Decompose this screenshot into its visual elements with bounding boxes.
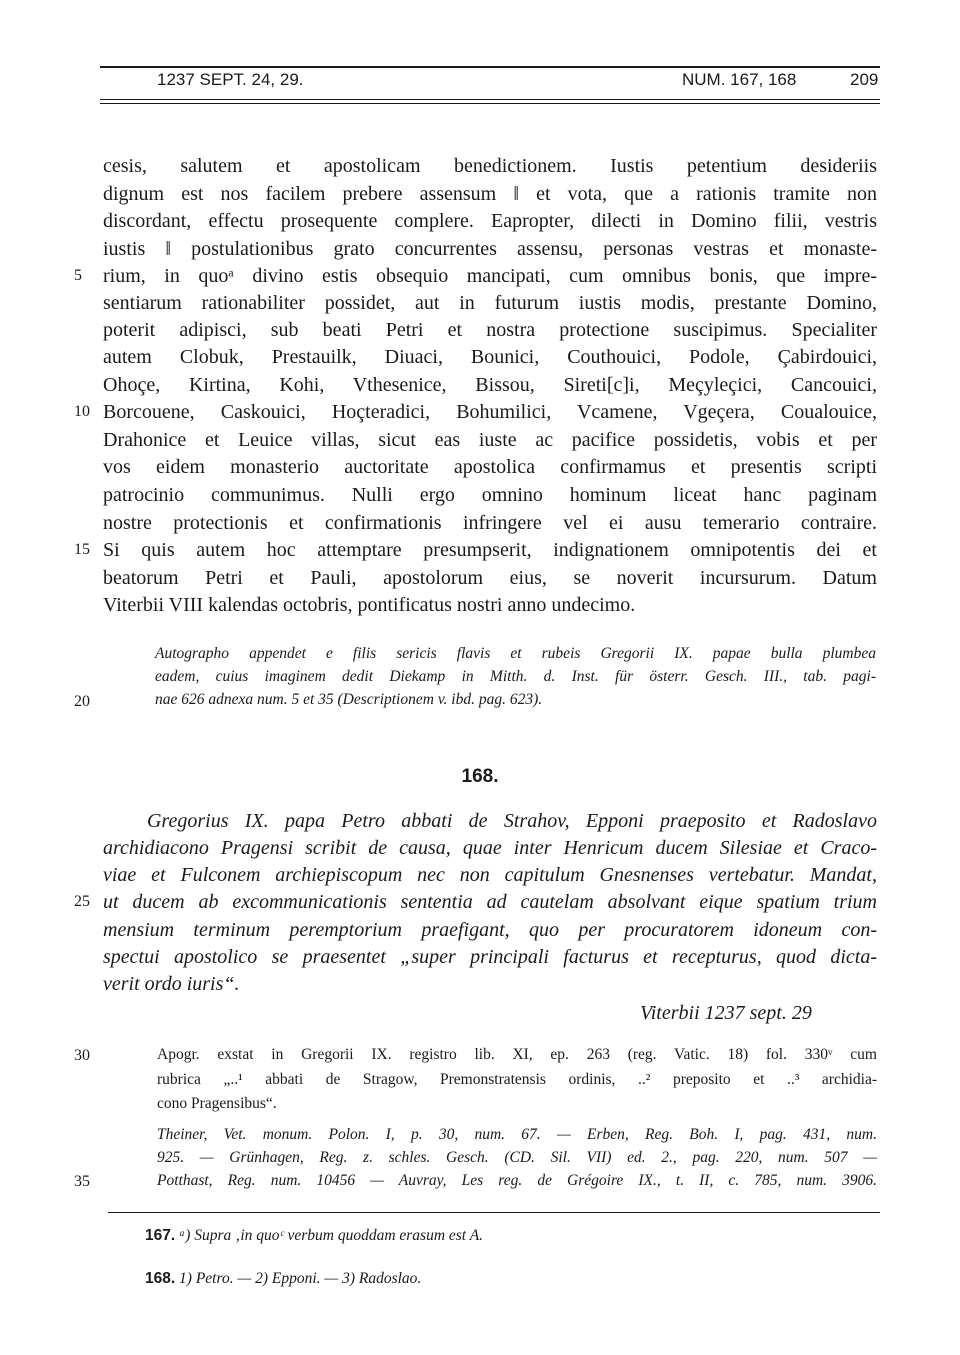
text-line: cesis, salutem et apostolicam benedictionem. Iustis petentium desideriis: [103, 155, 877, 177]
footnote-168-number: 168.: [145, 1270, 176, 1287]
footnote-rule: [108, 1212, 880, 1213]
text-line: vos eidem monasterio auctoritate apostolica confirmamus et presentis scripti: [103, 456, 877, 478]
text-line: Borcouene, Caskouici, Hoçteradici, Bohumilici, Vcamene, Vgeçera, Coualouice,: [103, 401, 877, 423]
literature-line: 925. — Grünhagen, Reg. z. schles. Gesch. (CD. Sil. VII) ed. 2., pag. 220, num. 507 —: [157, 1149, 877, 1166]
line-number: 10: [74, 403, 90, 420]
text-line: Ohoçe, Kirtina, Kohi, Vthesenice, Bissou, Sireti[c]i, Meçyleçici, Cancouici,: [103, 374, 877, 396]
text-line: rium, in quoᵃ divino estis obsequio mancipati, cum omnibus bonis, que impre-: [103, 265, 877, 287]
regest-line: verit ordo iuris“.: [103, 973, 240, 995]
source-line: cono Pragensibus“.: [157, 1095, 277, 1112]
top-rule: [100, 66, 880, 68]
regest-line: archidiacono Pragensi scribit de causa, quae inter Henricum ducem Silesiae et Craco-: [103, 837, 877, 859]
source-line: Apogr. exstat in Gregorii IX. registro lib. XI, ep. 263 (reg. Vatic. 18) fol. 330ᵛ cum: [157, 1046, 877, 1063]
header-rule: [100, 99, 880, 100]
text-line: autem Clobuk, Prestauilk, Diuaci, Bounici, Couthouici, Podole, Çabirdouici,: [103, 346, 877, 368]
regest-line: spectui apostolico se praesentet „super principali facturus et recepturus, quod dicta-: [103, 946, 877, 968]
literature-line: Theiner, Vet. monum. Polon. I, p. 30, num. 67. — Erben, Reg. Boh. I, pag. 431, num.: [157, 1126, 877, 1143]
text-line: nostre protectionis et confirmationis infringere vel ei ausu temerario contraire.: [103, 512, 877, 534]
footnote-167: [145, 1227, 483, 1245]
line-number: 35: [74, 1173, 90, 1190]
text-line: poterit adipisci, sub beati Petri et nostra protectione suscipimus. Specialiter: [103, 319, 877, 341]
line-number: 20: [74, 693, 90, 710]
regest-line: Gregorius IX. papa Petro abbati de Strahov, Epponi praeposito et Radoslavo: [147, 810, 877, 832]
regest-line: viae et Fulconem archiepiscopum nec non capitulum Gnesnenses vertebatur. Mandat,: [103, 864, 877, 886]
text-line: sentiarum rationabiliter possidet, aut in futurum iustis modis, prestante Domino,: [103, 292, 877, 314]
dateline: Viterbii 1237 sept. 29: [640, 1002, 812, 1024]
text-line: beatorum Petri et Pauli, apostolorum eius, se noverit incursurum. Datum: [103, 567, 877, 589]
note-line: Autographo appendet e filis sericis flavis et rubeis Gregorii IX. papae bulla plumbea: [155, 645, 876, 662]
text-line: patrocinio communimus. Nulli ergo omnino hominum liceat hanc paginam: [103, 484, 877, 506]
text-line: dignum est nos facilem prebere assensum ‖ et vota, que a rationis tramite non: [103, 183, 877, 205]
footnote-168-text: 1) Petro. — 2) Epponi. — 3) Radoslao.: [179, 1270, 422, 1287]
note-line: eadem, cuius imaginem dedit Diekamp in Mitth. d. Inst. für österr. Gesch. III., tab. pagi-: [155, 668, 876, 685]
literature-line: Potthast, Reg. num. 10456 — Auvray, Les reg. de Grégoire IX., t. II, c. 785, num. 3906.: [157, 1172, 877, 1189]
header-date: 1237 SEPT. 24, 29.: [157, 70, 304, 89]
header-document-numbers: NUM. 167, 168: [682, 70, 797, 89]
regest-line: ut ducem ab excommunicationis sententia ad cautelam absolvant eique spatium trium: [103, 891, 877, 913]
text-line: Viterbii VIII kalendas octobris, pontificatus nostri anno undecimo.: [103, 594, 636, 616]
line-number: 30: [74, 1047, 90, 1064]
text-line: iustis ‖ postulationibus grato concurrentes assensu, personas vestras et monaste-: [103, 238, 877, 260]
line-number: 25: [74, 893, 90, 910]
header-page-number: 209: [850, 70, 879, 89]
line-number: 5: [74, 267, 82, 284]
regest-line: mensium terminum peremptorium praefigant, quo per procuratorem idoneum con-: [103, 919, 877, 941]
footnote-167-number: 167.: [145, 1227, 176, 1244]
note-line: nae 626 adnexa num. 5 et 35 (Descriptionem v. ibd. pag. 623).: [155, 691, 543, 708]
footnote-168: [145, 1270, 421, 1288]
source-line: rubrica „..¹ abbati de Stragow, Premonstratensis ordinis, ..² preposito et ..³ archidia-: [157, 1071, 877, 1088]
line-number: 15: [74, 541, 90, 558]
header-rule-double: [100, 103, 880, 104]
text-line: Drahonice et Leuice villas, sicut eas iuste ac pacifice possidetis, vobis et per: [103, 429, 877, 451]
text-line: discordant, effectu prosequente complere. Eapropter, dilecti in Domino filii, vestris: [103, 210, 877, 232]
running-head: [157, 70, 877, 94]
text-line: Si quis autem hoc attemptare presumpserit, indignationem omnipotentis dei et: [103, 539, 877, 561]
document-168-number: 168.: [461, 766, 499, 787]
footnote-167-text: ᵃ) Supra ‚in quoᶜ verbum quoddam erasum est A.: [179, 1227, 484, 1244]
